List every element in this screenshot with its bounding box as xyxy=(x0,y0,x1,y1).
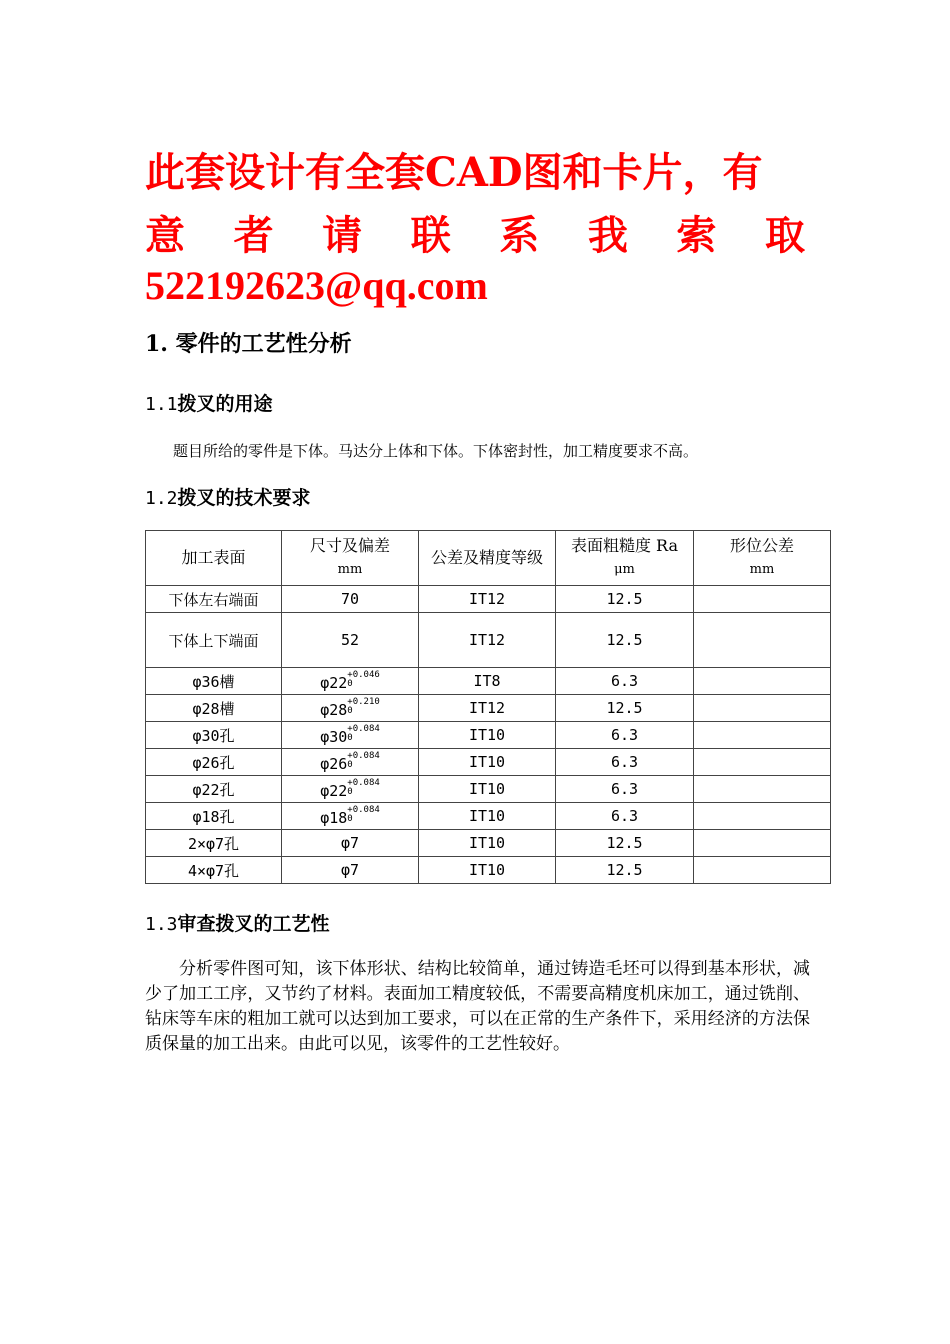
size-value: φ22 xyxy=(320,781,348,800)
cell-grade: IT12 xyxy=(419,613,556,668)
cell-form-tolerance xyxy=(694,613,831,668)
table-row xyxy=(146,586,831,613)
table-row xyxy=(146,722,831,749)
cell-size xyxy=(282,776,419,803)
cell-form-tolerance xyxy=(694,830,831,857)
cell-surface: 下体上下端面 xyxy=(146,613,282,668)
banner-char: 我 xyxy=(587,212,628,259)
banner-char: 联 xyxy=(410,212,451,259)
cell-surface: φ36槽 xyxy=(146,668,282,695)
header-size: 尺寸及偏差 mm xyxy=(282,531,419,586)
table-header-row xyxy=(146,531,831,586)
cell-roughness: 6.3 xyxy=(556,749,694,776)
banner-char: 系 xyxy=(499,212,540,259)
cell-roughness: 6.3 xyxy=(556,776,694,803)
cell-surface: φ26孔 xyxy=(146,749,282,776)
cell-roughness: 12.5 xyxy=(556,586,694,613)
cell-grade: IT12 xyxy=(419,586,556,613)
cell-form-tolerance xyxy=(694,857,831,884)
table-row xyxy=(146,857,831,884)
header-roughness: 表面粗糙度 Ra μm xyxy=(556,531,694,586)
cell-surface: φ18孔 xyxy=(146,803,282,830)
section-number: 1.2 xyxy=(145,488,178,509)
cell-surface: φ28槽 xyxy=(146,695,282,722)
paragraph: 分析零件图可知，该下体形状、结构比较简单，通过铸造毛坯可以得到基本形状，减少了加工工序，又节约了材料。表面加工精度较低，不需要高精度机床加工，通过铣削、钻床等车床的粗加工就可以达到加工要求，可以在正常的生产条件下，采用经济的方法保质保量的加工出来。由此可以见，该零件的工艺性较好。 xyxy=(145,959,810,1054)
table-row xyxy=(146,776,831,803)
size-value: φ18 xyxy=(320,808,348,827)
cell-grade: IT10 xyxy=(419,749,556,776)
cell-grade: IT10 xyxy=(419,830,556,857)
cell-roughness: 6.3 xyxy=(556,803,694,830)
cell-grade: IT8 xyxy=(419,668,556,695)
cell-size xyxy=(282,749,419,776)
cell-grade: IT10 xyxy=(419,803,556,830)
cell-size xyxy=(282,613,419,668)
cell-surface: 下体左右端面 xyxy=(146,586,282,613)
banner-char: 者 xyxy=(233,212,274,259)
cell-form-tolerance xyxy=(694,668,831,695)
tolerance-upper: +0.210 xyxy=(347,696,380,707)
cell-surface: 4×φ7孔 xyxy=(146,857,282,884)
cell-roughness: 12.5 xyxy=(556,830,694,857)
technical-requirements-table xyxy=(145,530,831,884)
banner-line-2 xyxy=(145,210,805,262)
tolerance-lower: 0 xyxy=(347,678,353,689)
header-form-tolerance: 形位公差 mm xyxy=(694,531,831,586)
cell-size xyxy=(282,586,419,613)
section-1-3-text xyxy=(145,957,810,1057)
table-row xyxy=(146,695,831,722)
section-title: 拨叉的技术要求 xyxy=(177,487,311,509)
cell-roughness: 12.5 xyxy=(556,695,694,722)
section-1-1-text: 题目所给的零件是下体。马达分上体和下体。下体密封性，加工精度要求不高。 xyxy=(173,442,699,460)
tolerance-upper: +0.046 xyxy=(347,669,380,680)
section-number: 1.1 xyxy=(145,394,178,415)
cell-roughness: 6.3 xyxy=(556,668,694,695)
size-value: 70 xyxy=(340,590,360,608)
banner-char: 索 xyxy=(676,212,717,259)
cell-surface: 2×φ7孔 xyxy=(146,830,282,857)
size-value: 52 xyxy=(340,631,360,649)
cell-size xyxy=(282,668,419,695)
tolerance-upper: +0.084 xyxy=(347,804,380,815)
banner-line-1: 此套设计有全套CAD图和卡片，有 xyxy=(145,149,763,196)
cell-size xyxy=(282,830,419,857)
heading-section-1-2 xyxy=(145,484,311,513)
cell-grade: IT10 xyxy=(419,857,556,884)
section-title: 拨叉的用途 xyxy=(177,393,273,415)
cell-size xyxy=(282,803,419,830)
cell-surface: φ30孔 xyxy=(146,722,282,749)
table-row xyxy=(146,668,831,695)
banner-char: 意 xyxy=(145,212,185,259)
cell-size xyxy=(282,695,419,722)
size-value: φ22 xyxy=(320,673,348,692)
size-value: φ7 xyxy=(340,861,360,879)
tolerance-lower: 0 xyxy=(347,813,353,824)
cell-grade: IT10 xyxy=(419,776,556,803)
cell-form-tolerance xyxy=(694,776,831,803)
tolerance-lower: 0 xyxy=(347,705,353,716)
tolerance-upper: +0.084 xyxy=(347,777,380,788)
cell-size xyxy=(282,857,419,884)
tolerance-lower: 0 xyxy=(347,786,353,797)
cell-form-tolerance xyxy=(694,586,831,613)
cell-roughness: 6.3 xyxy=(556,722,694,749)
cell-roughness: 12.5 xyxy=(556,613,694,668)
table-row xyxy=(146,749,831,776)
heading-section-1-3 xyxy=(145,910,330,939)
cell-form-tolerance xyxy=(694,803,831,830)
cell-size xyxy=(282,722,419,749)
cell-grade: IT10 xyxy=(419,722,556,749)
banner-char: 请 xyxy=(322,212,363,259)
tolerance-lower: 0 xyxy=(347,732,353,743)
cell-form-tolerance xyxy=(694,749,831,776)
size-value: φ7 xyxy=(340,834,360,852)
size-value: φ28 xyxy=(320,700,348,719)
section-title: 审查拨叉的工艺性 xyxy=(177,913,330,935)
cell-form-tolerance xyxy=(694,695,831,722)
size-value: φ30 xyxy=(320,727,348,746)
cell-form-tolerance xyxy=(694,722,831,749)
header-surface: 加工表面 xyxy=(146,531,282,586)
header-grade: 公差及精度等级 xyxy=(419,531,556,586)
table-row xyxy=(146,613,831,668)
size-value: φ26 xyxy=(320,754,348,773)
heading-process-analysis: 1. 零件的工艺性分析 xyxy=(145,331,352,357)
table-row xyxy=(146,803,831,830)
tolerance-upper: +0.084 xyxy=(347,723,380,734)
heading-section-1-1 xyxy=(145,390,273,419)
cell-grade: IT12 xyxy=(419,695,556,722)
cell-roughness: 12.5 xyxy=(556,857,694,884)
tolerance-upper: +0.084 xyxy=(347,750,380,761)
table-body xyxy=(146,586,831,884)
table-row xyxy=(146,830,831,857)
section-number: 1.3 xyxy=(145,914,178,935)
tolerance-lower: 0 xyxy=(347,759,353,770)
banner-char: 取 xyxy=(764,212,805,259)
banner-email: 522192623@qq.com xyxy=(145,263,488,308)
cell-surface: φ22孔 xyxy=(146,776,282,803)
